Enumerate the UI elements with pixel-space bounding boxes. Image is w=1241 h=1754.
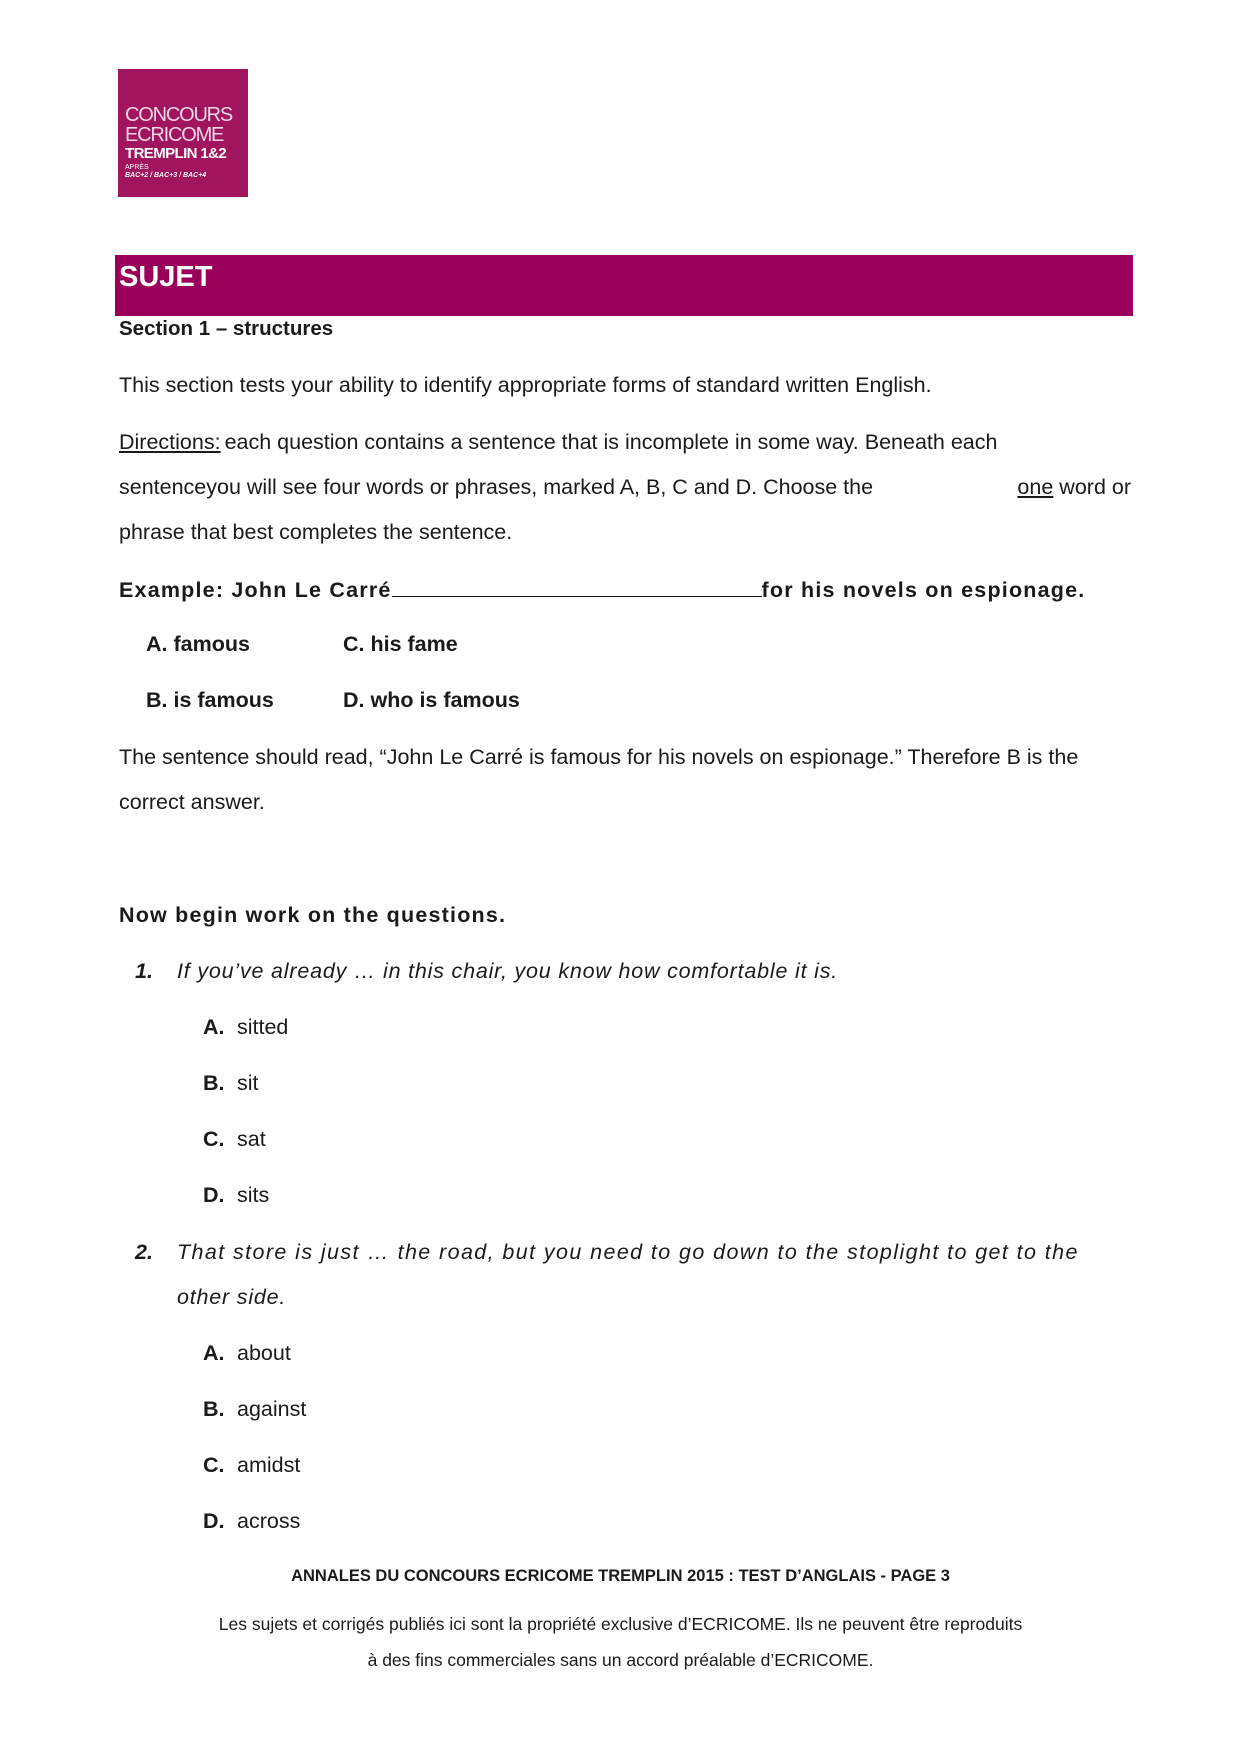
example-explanation-2: correct answer. xyxy=(119,790,265,814)
example-option-a-text: famous xyxy=(173,632,250,656)
example-option-c xyxy=(343,632,458,657)
option-label: C. xyxy=(203,1127,225,1151)
example-sentence xyxy=(119,576,1085,603)
logo-line-tremplin: TREMPLIN 1&2 xyxy=(125,145,227,162)
directions-line-3: phrase that best completes the sentence. xyxy=(119,520,513,544)
example-blank xyxy=(392,576,762,597)
example-prefix: Example: John Le Carré xyxy=(119,578,392,602)
example-option-b-text: is famous xyxy=(173,688,274,712)
section-heading: Section 1 – structures xyxy=(119,317,334,340)
example-explanation-1: The sentence should read, “John Le Carré is famous for his novels on espionage.” Therefore B is the xyxy=(119,745,1079,769)
directions-text-1: each question contains a sentence that is incomplete in some way. Beneath each xyxy=(224,430,998,454)
example-option-a-label: A. xyxy=(146,632,168,656)
question-2-option-d xyxy=(203,1509,300,1534)
option-text: about xyxy=(237,1341,291,1365)
example-suffix: for his novels on espionage. xyxy=(761,578,1086,602)
section-intro: This section tests your ability to identify appropriate forms of standard written English. xyxy=(119,373,932,397)
question-2-number: 2. xyxy=(135,1240,153,1264)
example-option-d-label: D. xyxy=(343,688,365,712)
option-label: B. xyxy=(203,1397,225,1421)
logo-line-bac: BAC+2 / BAC+3 / BAC+4 xyxy=(125,172,207,179)
directions-one: one xyxy=(1017,475,1054,499)
question-1-option-b xyxy=(203,1071,259,1096)
banner-title: SUJET xyxy=(119,261,213,293)
directions-line-1 xyxy=(119,430,1131,455)
example-option-b-label: B. xyxy=(146,688,168,712)
footer-legal-1: Les sujets et corrigés publiés ici sont la propriété exclusive d’ECRICOME. Ils ne peuvent être reproduits xyxy=(218,1614,1023,1634)
example-option-b xyxy=(146,688,274,713)
begin-instruction: Now begin work on the questions. xyxy=(119,903,507,927)
option-label: A. xyxy=(203,1015,225,1039)
option-text: sat xyxy=(237,1127,266,1151)
question-1-option-a xyxy=(203,1015,288,1040)
question-1-option-d xyxy=(203,1183,269,1208)
logo-line-ecricome: ECRICOME xyxy=(125,124,224,146)
option-label: B. xyxy=(203,1071,225,1095)
option-text: amidst xyxy=(237,1453,301,1477)
footer-legal-2: à des fins commerciales sans un accord préalable d’ECRICOME. xyxy=(367,1650,874,1670)
question-2-option-c xyxy=(203,1453,300,1478)
example-option-d xyxy=(343,688,520,713)
question-1-text: If you’ve already … in this chair, you know how comfortable it is. xyxy=(177,959,839,983)
ecricome-logo xyxy=(118,69,248,197)
logo-line-apres: APRÈS xyxy=(125,164,149,171)
example-option-c-text: his fame xyxy=(370,632,458,656)
directions-text-2a: sentenceyou will see four words or phrases, marked A, B, C and D. Choose the xyxy=(119,475,874,499)
section-banner xyxy=(115,255,1133,316)
option-text: sit xyxy=(237,1071,259,1095)
option-label: C. xyxy=(203,1453,225,1477)
question-1-number: 1. xyxy=(135,959,153,983)
directions-text-2b: word or xyxy=(1059,475,1131,499)
option-text: sits xyxy=(237,1183,270,1207)
example-option-a xyxy=(146,632,250,657)
question-2-option-a xyxy=(203,1341,291,1366)
option-label: D. xyxy=(203,1509,225,1533)
question-2-option-b xyxy=(203,1397,306,1422)
directions-line-2 xyxy=(119,475,1131,500)
option-text: sitted xyxy=(237,1015,289,1039)
question-2-text-2: other side. xyxy=(177,1285,287,1309)
option-text: against xyxy=(237,1397,307,1421)
footer-page-line: ANNALES DU CONCOURS ECRICOME TREMPLIN 2015 : TEST D’ANGLAIS - PAGE 3 xyxy=(291,1567,950,1585)
option-text: across xyxy=(237,1509,301,1533)
option-label: A. xyxy=(203,1341,225,1365)
option-label: D. xyxy=(203,1183,225,1207)
example-option-c-label: C. xyxy=(343,632,365,656)
question-1-option-c xyxy=(203,1127,266,1152)
example-option-d-text: who is famous xyxy=(370,688,520,712)
logo-line-concours: CONCOURS xyxy=(125,104,233,126)
directions-label: Directions: xyxy=(119,430,221,454)
question-2-text-1: That store is just … the road, but you need to go down to the stoplight to get to the xyxy=(177,1240,1079,1264)
